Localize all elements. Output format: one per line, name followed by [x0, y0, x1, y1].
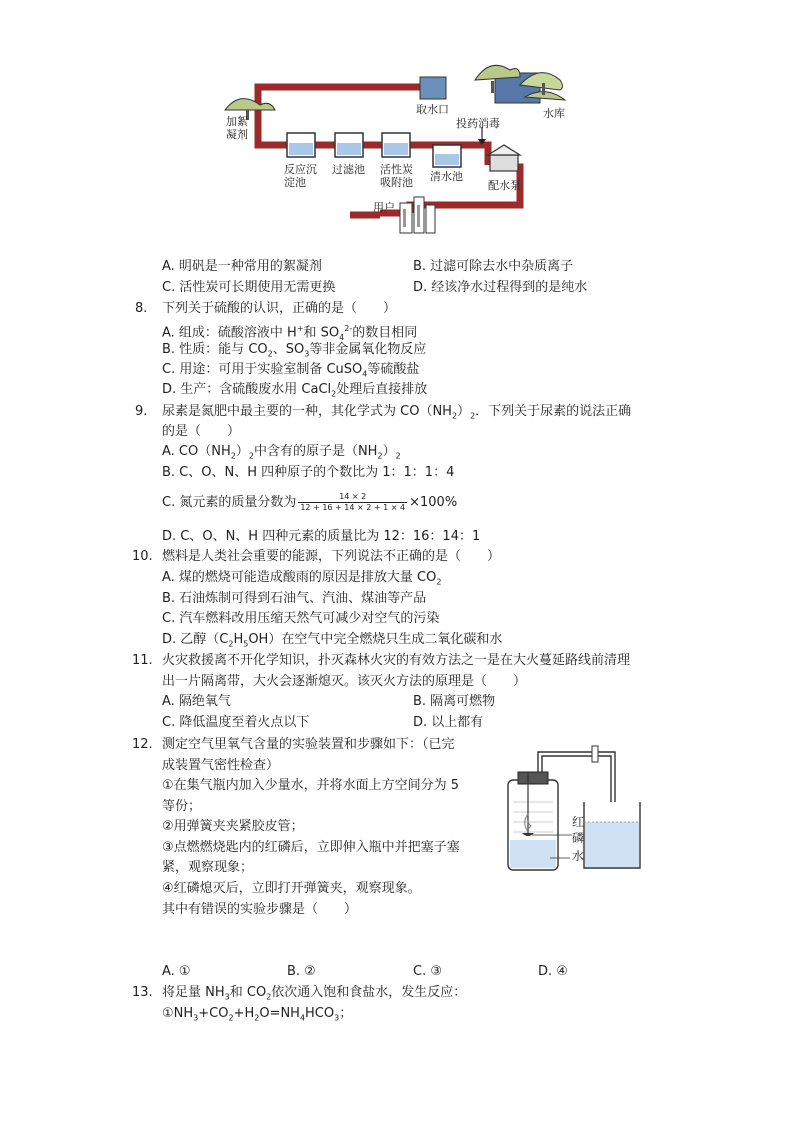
q9-stem-line1: 尿素是氮肥中最主要的一种，其化学式为 $CO(NH_2)_2$．下列关于尿素的说法正确 [162, 404, 632, 421]
label-intake: 取水口 [416, 103, 449, 116]
q8-number: 8. [135, 301, 148, 316]
pump-house [488, 145, 520, 171]
q12-option-b: B. ② [287, 964, 316, 979]
q12-step3-line1: ③点燃燃烧匙内的红磷后，立即伸入瓶中并把塞子塞 [162, 840, 460, 855]
q7-option-b: B. 过滤可除去水中杂质离子 [413, 259, 574, 274]
q9-option-c: C. 氮元素的质量分数为 $\frac{14 \times 2}{12 + 16 + 14 \times 2 + 1 \times 4}$ ×100% [162, 492, 458, 512]
label-carbon-tank: 活性炭 吸附池 [380, 163, 413, 189]
clear-tank [433, 145, 461, 167]
q11-number: 11. [132, 653, 153, 668]
q11-stem-line1: 火灾救援离不开化学知识，扑灭森林火灾的有效方法之一是在大火蔓延路线前清理 [162, 653, 631, 668]
q9-option-b: B. C、O、N、H 四种原子的个数比为 1：1：1：4 [162, 465, 455, 480]
label-flocculant: 加絮 凝剂 [226, 115, 248, 141]
q13-stem: 将足量 $NH_3$和 $CO_2$依次通入饱和食盐水，发生反应： [162, 985, 467, 1002]
label-red-phosphorus: 红 磷 [572, 815, 585, 845]
oxygen-apparatus [500, 740, 645, 875]
q12-step3-line2: 紧，观察现象； [162, 860, 254, 875]
water-treatment-diagram [220, 55, 570, 240]
gas-jar [508, 780, 558, 870]
q10-option-b: B. 石油炼制可得到石油气、汽油、煤油等产品 [162, 591, 427, 606]
q11-option-b: B. 隔离可燃物 [413, 694, 496, 709]
reservoir-icon [475, 65, 565, 103]
label-water: 水 [572, 849, 585, 863]
q8-option-b: B. 性质：能与 $CO_2$、$SO_3$等非金属氧化物反应 [162, 342, 427, 359]
water-treatment-diagram-art [220, 55, 570, 240]
label-user: 用户 [373, 201, 395, 214]
spring-clamp [592, 746, 598, 762]
label-pump: 配水泵 [488, 179, 521, 192]
reaction-tank [287, 133, 315, 157]
label-dosing: 投药消毒 [456, 117, 500, 130]
q10-option-c: C. 汽车燃料改用压缩天然气可减少对空气的污染 [162, 611, 440, 626]
q8-option-d: D. 生产：含硫酸废水用 CaCl$_2$处理后直接排放 [162, 382, 428, 399]
q7-option-c: C. 活性炭可长期使用无需更换 [162, 280, 336, 295]
q12-stem-line2: 成装置气密性检查） [162, 758, 280, 773]
q10-number: 10. [132, 549, 153, 564]
q7-option-a: A. 明矾是一种常用的絮凝剂 [162, 259, 322, 274]
q10-option-d: D. 乙醇$(C_2H_5OH)$在空气中完全燃烧只生成二氧化碳和水 [162, 632, 503, 649]
q9-number: 9. [135, 404, 148, 419]
beaker [584, 802, 640, 868]
q8-stem: 下列关于硫酸的认识，正确的是（ ） [162, 301, 397, 316]
label-reservoir: 水库 [543, 107, 565, 120]
q9-stem-line2: 的是（ ） [162, 424, 241, 439]
q12-stem-line1: 测定空气里氧气含量的实验装置和步骤如下：（已完 [162, 737, 455, 752]
q10-option-a: A. 煤的燃烧可能造成酸雨的原因是排放大量 $CO_2$ [162, 570, 442, 587]
q12-option-c: C. ③ [413, 964, 442, 979]
q9-option-a: A. $CO(NH_2)_2$中含有的原子是$(NH_2)_2$ [162, 444, 401, 461]
filter-tank [335, 133, 363, 157]
q11-option-a: A. 隔绝氧气 [162, 694, 231, 709]
intake-box [420, 77, 446, 99]
label-filter-tank: 过滤池 [332, 163, 365, 176]
q11-option-d: D. 以上都有 [413, 715, 484, 730]
stopper [518, 772, 548, 784]
q12-step4: ④红磷熄灭后，立即打开弹簧夹，观察现象。 [162, 881, 421, 896]
q8-option-a: A. 组成：硫酸溶液中 H+和 $SO_4^{2-}$的数目相同 [162, 324, 418, 342]
q12-number: 12. [132, 737, 153, 752]
q12-option-a: A. ① [162, 964, 191, 979]
label-reaction-tank: 反应沉 淀池 [284, 163, 317, 189]
q7-option-d: D. 经该净水过程得到的是纯水 [413, 280, 588, 295]
q12-step2: ②用弹簧夹夹紧胶皮管； [162, 819, 304, 834]
q10-stem: 燃料是人类社会重要的能源，下列说法不正确的是（ ） [162, 549, 501, 564]
q12-question: 其中有错误的实验步骤是（ ） [162, 902, 358, 917]
q13-reaction-1: $①NH_3+CO_2+H_2O=NH_4HCO_3$； [162, 1006, 353, 1023]
q8-option-c: C. 用途：可用于实验室制备 CuSO$_4$等硫酸盐 [162, 362, 420, 379]
q11-stem-line2: 出一片隔离带，大火会逐渐熄灭。该灭火方法的原理是（ ） [162, 674, 527, 689]
mass-fraction: $\frac{14 \times 2}{12 + 16 + 14 \times 2 + 1 \times 4}$ [300, 492, 406, 512]
q12-step1-line2: 等份； [162, 799, 202, 814]
carbon-tank [382, 133, 410, 157]
q13-number: 13. [132, 985, 153, 1000]
q12-option-d: D. ④ [538, 964, 568, 979]
label-clear-tank: 清水池 [430, 170, 463, 183]
q12-step1-line1: ①在集气瓶内加入少量水，并将水面上方空间分为 5 [162, 778, 460, 793]
q9-option-d: D. C、O、N、H 四种元素的质量比为 12：16：14：1 [162, 529, 481, 544]
q11-option-c: C. 降低温度至着火点以下 [162, 715, 310, 730]
